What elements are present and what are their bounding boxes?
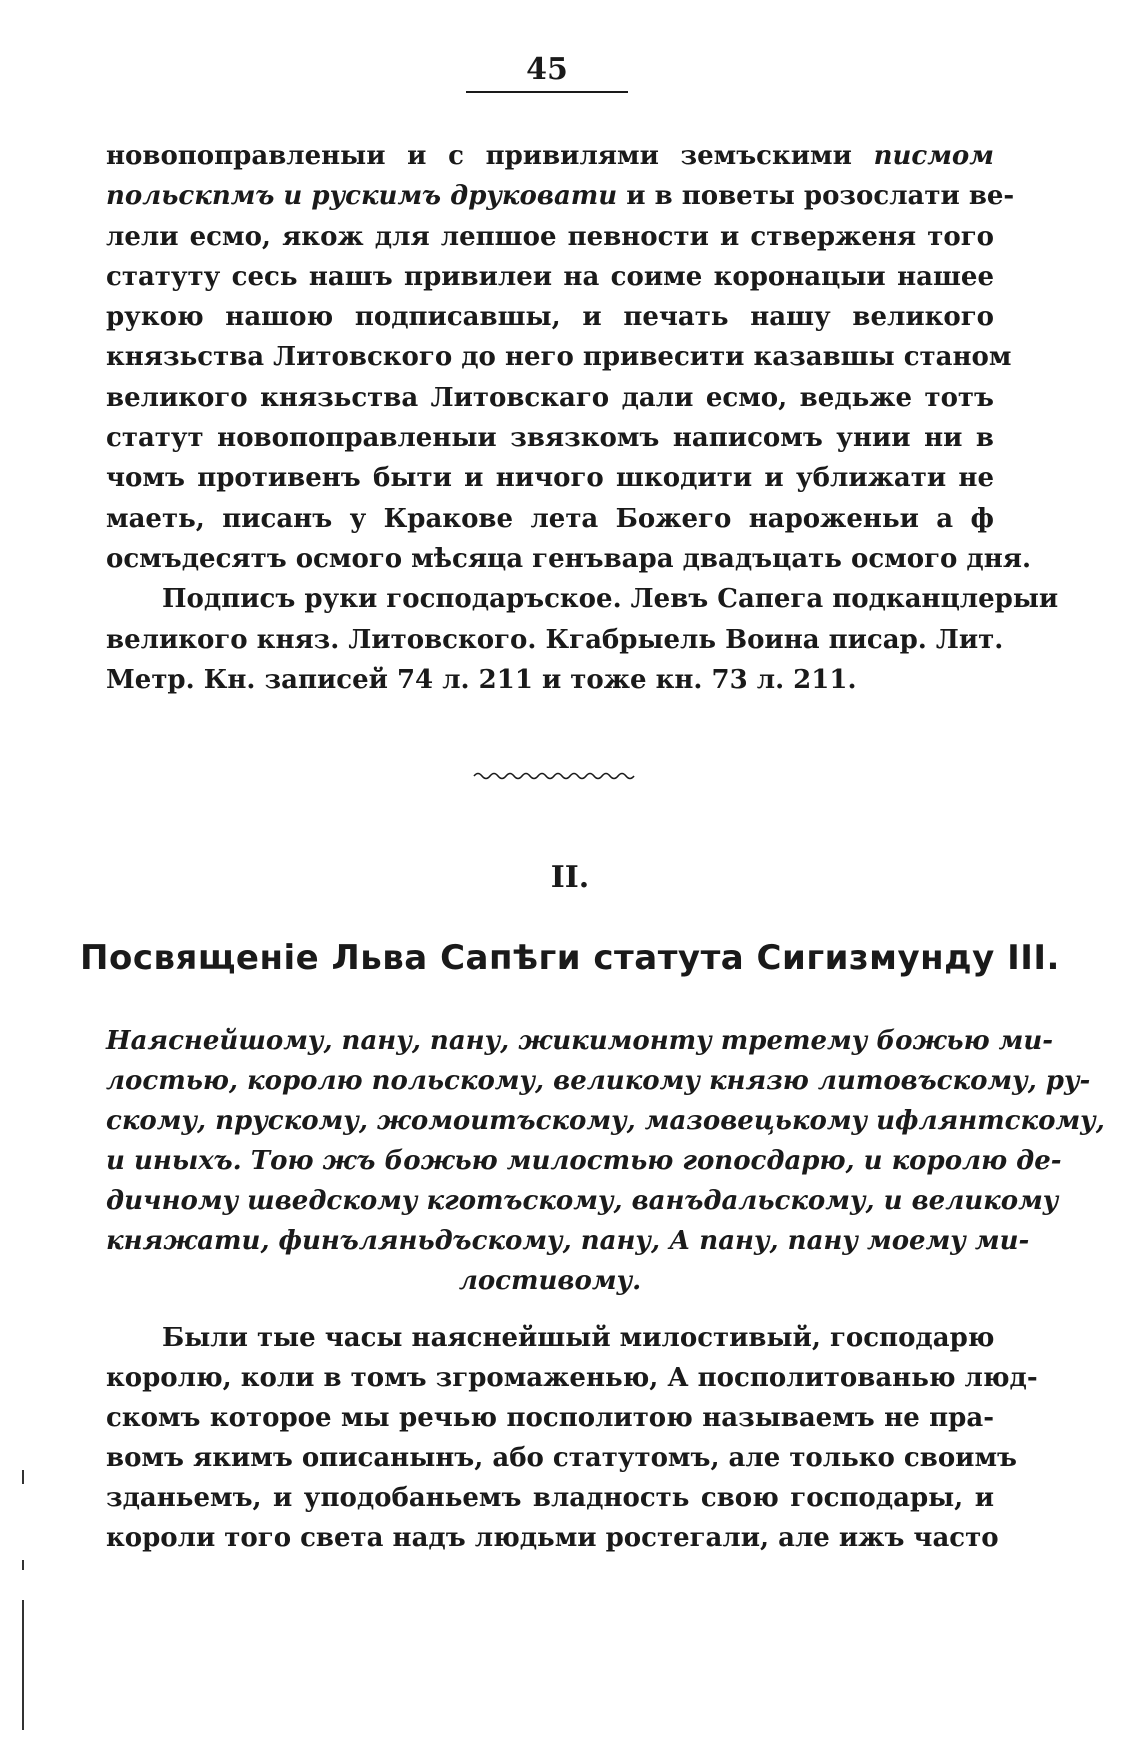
text-line: новопоправленыи и с привилями земъскими писмом bbox=[106, 141, 994, 171]
text-line: польскпмъ и рускимъ друковати и в поветы розослати ве- bbox=[106, 181, 1015, 212]
text-line: вомъ якимъ описанынъ, або статутомъ, але только своимъ bbox=[106, 1443, 1017, 1473]
text-line: Наяснейшому, пану, пану, жикимонту третему божью ми- bbox=[106, 1026, 1054, 1056]
body-text-bottom bbox=[106, 1318, 1038, 1558]
body-text-top bbox=[106, 136, 1059, 700]
text-line: Были тые часы наяснейшый милостивый, господарю bbox=[162, 1323, 995, 1353]
text-line: статуту сесь нашъ привилеи на соиме коронацыи нашее bbox=[106, 261, 994, 292]
section-title: Посвященіе Льва Сапѣги статута Сигизмунду III. bbox=[80, 938, 1060, 978]
text-line: князьства Литовского до него привесити казавшы станом bbox=[106, 342, 1012, 373]
text-line: Метр. Кн. записей 74 л. 211 и тоже кн. 73 л. 211. bbox=[106, 664, 857, 695]
text-line: княжати, финъляньдъскому, пану, А пану, пану моему ми- bbox=[106, 1226, 1030, 1256]
text-line: рукою нашою подписавшы, и печать нашу великого bbox=[106, 302, 994, 333]
text-line: скому, прускому, жомоитъскому, мазовецькому ифлянтскому, bbox=[106, 1106, 1105, 1136]
text-line: статут новопоправленыи звязкомъ написомъ унии ни в bbox=[106, 423, 994, 454]
text-line: зданьемъ, и уподобаньемъ владность свою господары, и bbox=[106, 1483, 994, 1513]
dedication-text bbox=[106, 1021, 1105, 1301]
text-line: лостью, королю польскому, великому князю литовъскому, ру- bbox=[106, 1066, 1091, 1096]
text-line: великого княз. Литовского. Кгабрыель Воина писар. Лит. bbox=[106, 624, 1004, 655]
text-line: осмъдесятъ осмого мѣсяца генъвара двадъцать осмого дня. bbox=[106, 543, 1032, 574]
text-line: королю, коли в томъ згромаженью, А посполитованью люд- bbox=[106, 1363, 1038, 1393]
text-line: дичному шведскому кготъскому, ванъдальскому, и великому bbox=[106, 1186, 1059, 1216]
text-line: Подписъ руки господаръское. Левъ Сапега подканцлерыи bbox=[162, 584, 1059, 615]
text-line: чомъ противенъ быти и ничого шкодити и уближати не bbox=[106, 463, 994, 494]
text-line: короли того света надъ людьми ростегали, але ижъ часто bbox=[106, 1523, 999, 1553]
text-line: и иныхъ. Тою жъ божью милостью гопосдарю, и королю де- bbox=[106, 1146, 1062, 1176]
text-line: скомъ которое мы речью посполитою называемъ не пра- bbox=[106, 1403, 994, 1433]
text-line: лостивому. bbox=[458, 1266, 642, 1296]
wavy-divider bbox=[472, 770, 632, 782]
section-number: II. bbox=[550, 860, 590, 895]
scan-margin-mark bbox=[22, 1470, 24, 1484]
scan-margin-mark bbox=[22, 1560, 24, 1570]
scan-margin-line bbox=[22, 1600, 24, 1730]
text-line: маеть, писанъ у Кракове лета Божего нароженьи а ф bbox=[106, 503, 994, 534]
text-line: лели есмо, якож для лепшое певности и стверженя того bbox=[106, 221, 994, 252]
text-line: великого князьства Литовскаго дали есмо, ведьже тотъ bbox=[106, 382, 994, 413]
page-number: 45 bbox=[466, 52, 628, 93]
